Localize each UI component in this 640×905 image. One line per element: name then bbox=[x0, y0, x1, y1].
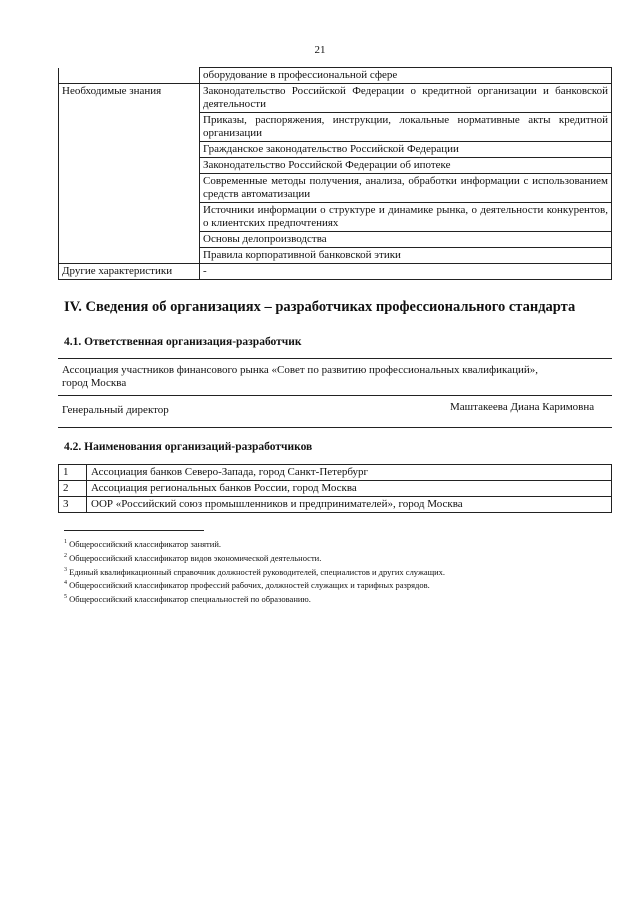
developer-name: Ассоциация банков Северо-Запада, город Санкт-Петербург bbox=[87, 465, 612, 481]
footnote-text: Общероссийский классификатор специальностей по образованию. bbox=[69, 594, 311, 605]
row-number: 3 bbox=[59, 497, 87, 513]
table-row bbox=[59, 174, 612, 203]
table-row bbox=[59, 264, 612, 280]
table-row bbox=[59, 158, 612, 174]
knowledge-item: Источники информации о структуре и динамике рынка, о деятельности конкурентов, о клиентских предпочтениях bbox=[200, 203, 612, 232]
table-row bbox=[59, 232, 612, 248]
other-value: - bbox=[200, 264, 612, 280]
footnote-text: Общероссийский классификатор занятий. bbox=[69, 538, 221, 549]
table-row bbox=[59, 203, 612, 232]
responsible-person: Маштакеева Диана Каримовна bbox=[450, 401, 595, 413]
responsible-organization: Ассоциация участников финансового рынка «Совет по развитию профессиональных квалификаций», город Москва bbox=[62, 364, 538, 389]
footnotes bbox=[64, 536, 445, 605]
table-row bbox=[59, 497, 612, 513]
footnote-text: Общероссийский классификатор видов экономической деятельности. bbox=[69, 552, 322, 563]
footnote-mark: 5 bbox=[64, 594, 67, 601]
empty-label-cell bbox=[59, 248, 200, 264]
responsible-position: Генеральный директор bbox=[62, 404, 169, 416]
footnote bbox=[64, 550, 445, 564]
knowledge-label: Необходимые знания bbox=[59, 84, 200, 113]
empty-label-cell bbox=[59, 174, 200, 203]
knowledge-item: Законодательство Российской Федерации о кредитной организации и банковской деятельности bbox=[200, 84, 612, 113]
table-cell: оборудование в профессиональной сфере bbox=[200, 68, 612, 84]
developers-table bbox=[58, 464, 612, 513]
knowledge-item: Приказы, распоряжения, инструкции, локальные нормативные акты кредитной организации bbox=[200, 113, 612, 142]
section-title: IV. Сведения об организациях – разработчиках профессионального стандарта bbox=[64, 299, 576, 315]
knowledge-item: Современные методы получения, анализа, обработки информации с использованием средств автоматизации bbox=[200, 174, 612, 203]
footnote bbox=[64, 536, 445, 550]
empty-label-cell bbox=[59, 142, 200, 158]
knowledge-item: Гражданское законодательство Российской Федерации bbox=[200, 142, 612, 158]
developer-name: ООР «Российский союз промышленников и предпринимателей», город Москва bbox=[87, 497, 612, 513]
empty-label-cell bbox=[59, 113, 200, 142]
responsible-heading: 4.1. Ответственная организация-разработчик bbox=[64, 336, 302, 348]
divider bbox=[58, 395, 612, 396]
empty-label-cell bbox=[59, 68, 200, 84]
other-label: Другие характеристики bbox=[59, 264, 200, 280]
responsible-box bbox=[58, 358, 612, 428]
knowledge-table bbox=[58, 67, 612, 280]
footnote-mark: 2 bbox=[64, 552, 67, 559]
table-row bbox=[59, 142, 612, 158]
page-number: 21 bbox=[314, 44, 326, 56]
knowledge-item: Законодательство Российской Федерации об ипотеке bbox=[200, 158, 612, 174]
footnote-text: Общероссийский классификатор профессий рабочих, должностей служащих и тарифных разрядов. bbox=[69, 580, 430, 591]
table-row bbox=[59, 465, 612, 481]
footnote-mark: 1 bbox=[64, 539, 67, 545]
table-row bbox=[59, 113, 612, 142]
empty-label-cell bbox=[59, 158, 200, 174]
row-number: 2 bbox=[59, 481, 87, 497]
empty-label-cell bbox=[59, 232, 200, 248]
footnote-mark: 3 bbox=[64, 566, 67, 573]
table-row bbox=[59, 248, 612, 264]
row-number: 1 bbox=[59, 465, 87, 481]
table-row bbox=[59, 481, 612, 497]
empty-label-cell bbox=[59, 203, 200, 232]
table-row bbox=[59, 84, 612, 113]
footnote bbox=[64, 577, 445, 591]
table-row bbox=[59, 68, 612, 84]
footnote-text: Единый квалификационный справочник должностей руководителей, специалистов и других служащих. bbox=[69, 566, 446, 577]
developer-name: Ассоциация региональных банков России, город Москва bbox=[87, 481, 612, 497]
developers-heading: 4.2. Наименования организаций-разработчиков bbox=[64, 441, 313, 453]
footnote bbox=[64, 591, 445, 605]
footnote bbox=[64, 564, 445, 578]
knowledge-item: Правила корпоративной банковской этики bbox=[200, 248, 612, 264]
knowledge-item: Основы делопроизводства bbox=[200, 232, 612, 248]
footnote-divider bbox=[64, 530, 204, 531]
footnote-mark: 4 bbox=[64, 580, 67, 587]
